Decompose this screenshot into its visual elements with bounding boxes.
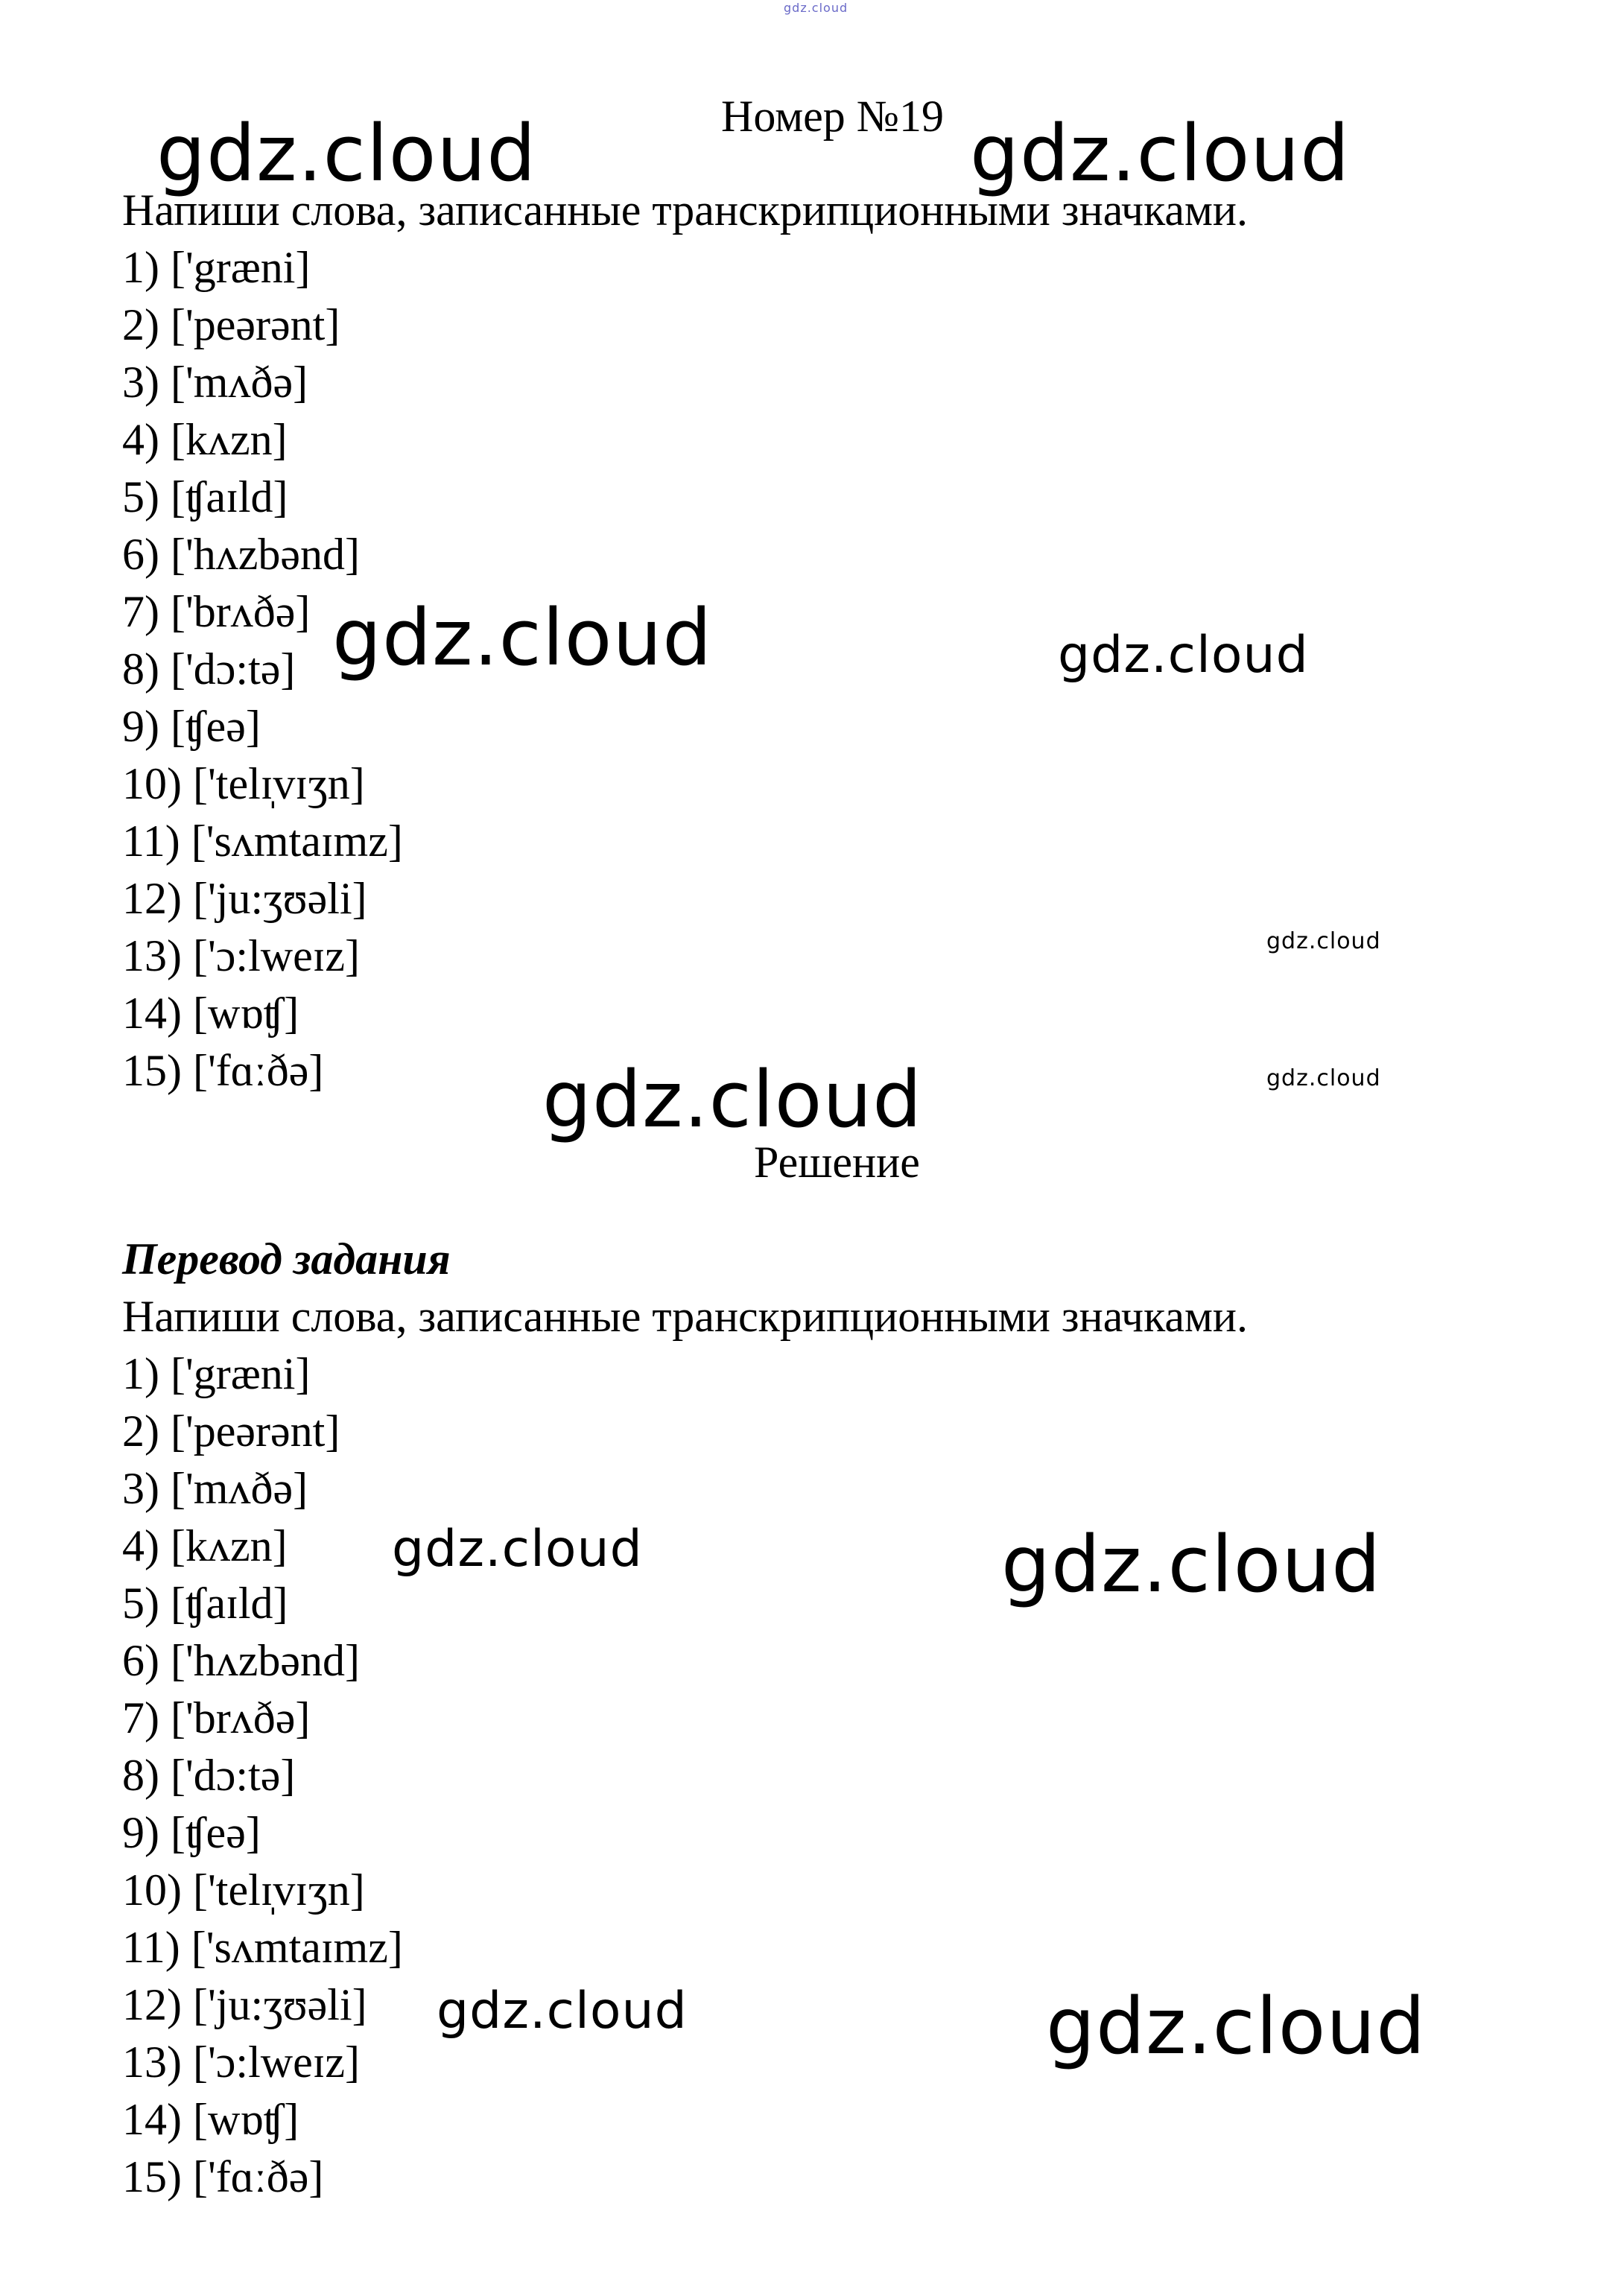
- watermark: gdz.cloud: [970, 108, 1351, 199]
- solution-item: 10) ['telɪ̩vɪʒn]: [122, 1865, 365, 1915]
- task-item: 7) ['brʌðə]: [122, 587, 311, 636]
- watermark: gdz.cloud: [1046, 1981, 1427, 2072]
- task-instruction: Напиши слова, записанные транскрипционными значками.: [122, 185, 1249, 235]
- task-item: 10) ['telɪ̩vɪʒn]: [122, 759, 365, 808]
- task-number-title: Номер №19: [721, 92, 945, 141]
- solution-item: 8) ['dɔ:tə]: [122, 1751, 296, 1800]
- solution-item: 1) ['græni]: [122, 1349, 311, 1398]
- watermark-top: gdz.cloud: [784, 1, 848, 15]
- task-item: 8) ['dɔ:tə]: [122, 644, 296, 694]
- translation-heading: Перевод задания: [122, 1234, 451, 1284]
- solution-title: Решение: [754, 1138, 920, 1187]
- solution-item: 7) ['brʌðə]: [122, 1693, 311, 1742]
- solution-item: 9) [ʧeə]: [122, 1808, 261, 1857]
- solution-item: 13) ['ɔ:lweɪz]: [122, 2037, 360, 2087]
- task-item: 2) ['peərənt]: [122, 300, 340, 349]
- watermark: gdz.cloud: [332, 592, 713, 683]
- solution-item: 4) [kʌzn]: [122, 1521, 288, 1570]
- watermark: gdz.cloud: [156, 108, 537, 199]
- watermark: gdz.cloud: [1266, 1065, 1381, 1091]
- task-item: 5) [ʧaɪld]: [122, 472, 288, 521]
- solution-item: 3) ['mʌðə]: [122, 1464, 308, 1513]
- watermark: gdz.cloud: [1001, 1519, 1382, 1610]
- task-item: 9) [ʧeə]: [122, 702, 261, 751]
- task-item: 4) [kʌzn]: [122, 415, 288, 464]
- task-item: 11) ['sʌmtaɪmz]: [122, 816, 403, 866]
- task-item: 3) ['mʌðə]: [122, 358, 308, 407]
- solution-instruction: Напиши слова, записанные транскрипционными значками.: [122, 1292, 1249, 1341]
- watermark: gdz.cloud: [392, 1520, 643, 1579]
- watermark: gdz.cloud: [1058, 626, 1309, 685]
- solution-item: 5) [ʧaɪld]: [122, 1579, 288, 1628]
- task-item: 13) ['ɔ:lweɪz]: [122, 931, 360, 980]
- watermark: gdz.cloud: [437, 1982, 688, 2040]
- solution-item: 6) ['hʌzbənd]: [122, 1636, 361, 1685]
- solution-item: 2) ['peərənt]: [122, 1407, 340, 1456]
- task-item: 1) ['græni]: [122, 243, 311, 292]
- task-item: 12) ['ju:ʒʊəli]: [122, 874, 367, 923]
- task-item: 6) ['hʌzbənd]: [122, 530, 361, 579]
- task-item: 14) [wɒʧ]: [122, 989, 299, 1038]
- watermark: gdz.cloud: [1266, 928, 1381, 954]
- task-item: 15) ['fɑːðə]: [122, 1046, 324, 1095]
- watermark: gdz.cloud: [542, 1054, 923, 1145]
- solution-item: 11) ['sʌmtaɪmz]: [122, 1923, 403, 1972]
- solution-item: 15) ['fɑːðə]: [122, 2152, 324, 2201]
- solution-item: 14) [wɒʧ]: [122, 2095, 299, 2144]
- solution-item: 12) ['ju:ʒʊəli]: [122, 1980, 367, 2029]
